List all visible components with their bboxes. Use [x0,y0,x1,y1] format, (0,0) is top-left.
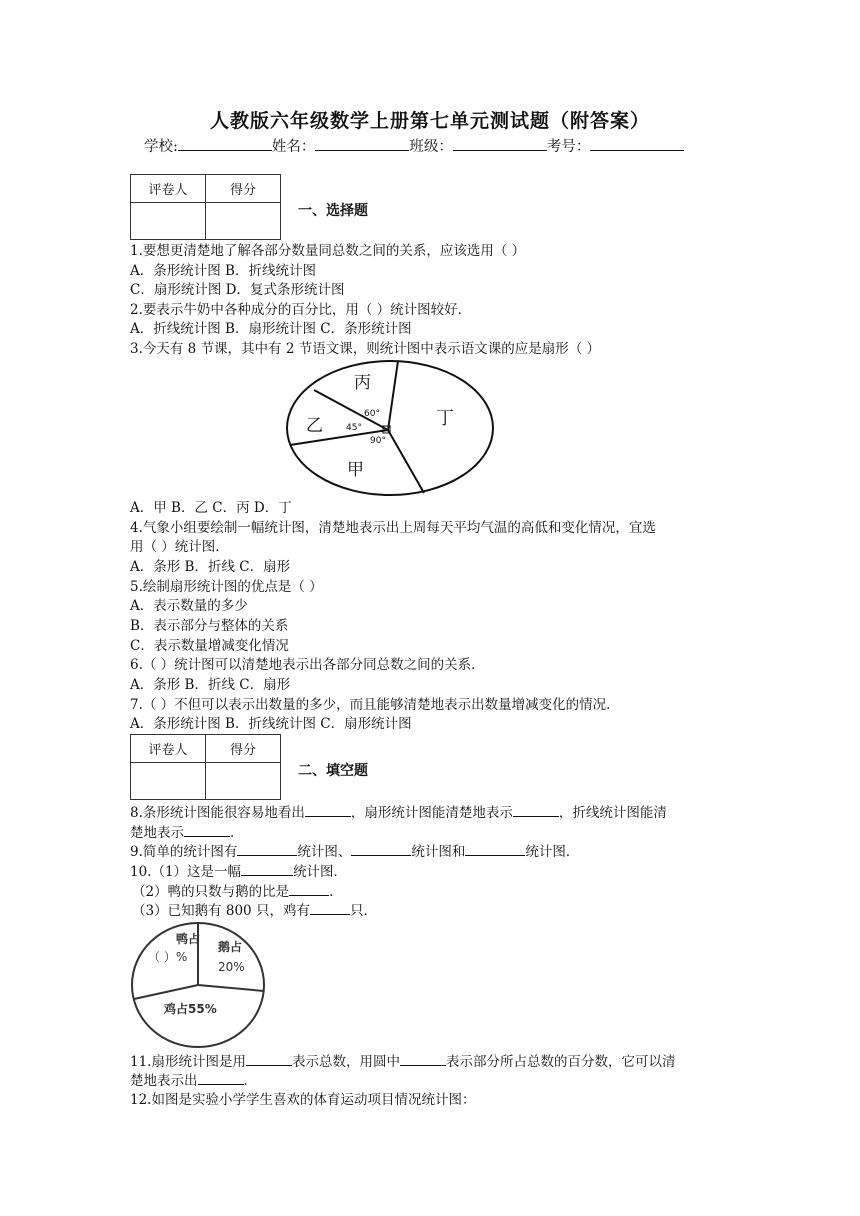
q1-options-cd: C．扇形统计图 D．复式条形统计图 [130,282,345,298]
q7-options: A．条形统计图 B．折线统计图 C．扇形统计图 [130,716,412,732]
q10-text-2a: （2）鸭的只数与鹅的比是 [132,884,290,900]
grader-cell[interactable] [131,763,206,800]
q11-text-4: 楚地表示出 [130,1073,198,1089]
student-info-line [144,135,684,156]
q7-stem: 7.（ ）不但可以表示出数量的多少，而且能够清楚地表示出数量增减变化的情况． [130,697,620,713]
class-label: 班级： [409,139,453,155]
exam-no-blank[interactable] [590,136,684,151]
q10-blank-1[interactable] [241,862,293,876]
q5-stem: 5.绘制扇形统计图的优点是（ ） [130,579,323,595]
q10-text-1b: 统计图． [293,864,348,880]
score-cell[interactable] [206,203,281,240]
q6-options: A．条形 B．折线 C．扇形 [130,677,291,693]
q12-stem: 12.如图是实验小学学生喜欢的体育运动项目情况统计图： [130,1092,476,1108]
q10-text-3a: （3）已知鹅有 800 只，鸡有 [132,903,310,919]
duck-label: 鸭占 [176,932,201,946]
q9-text-3: 统计图和 [411,844,466,860]
q5-option-c: C．表示数量增减变化情况 [130,638,289,654]
q4-stem: 4.气象小组要绘制一幅统计图，清楚地表示出上周每天平均气温的高低和变化情况，宜选 [130,520,656,536]
grader-header: 评卷人 [131,735,206,763]
goose-label: 鹅占 [218,940,243,954]
q1-options-ab: A．条形统计图 B．折线统计图 [130,263,316,279]
q3-pie-chart [284,358,496,498]
q9-text-1: 9.简单的统计图有 [130,844,238,860]
chicken-label: 鸡占55% [164,1002,217,1016]
q3-stem: 3.今天有 8 节课，其中有 2 节语文课，则统计图中表示语文课的应是扇形（ ） [130,341,601,357]
q8-line-2 [130,823,244,843]
q5-option-b: B．表示部分与整体的关系 [130,618,289,634]
q10-text-3b: 只． [349,903,377,919]
q4-options: A．条形 B．折线 C．扇形 [130,559,291,575]
q6-stem: 6.（ ）统计图可以清楚地表示出各部分同总数之间的关系． [130,657,485,673]
angle-90-label: 90° [370,436,386,446]
score-table-1 [130,174,281,240]
angle-45-label: 45° [346,423,362,433]
exam-no-label: 考号： [546,139,591,155]
score-cell[interactable] [206,763,281,800]
q10-text-1a: 10.（1）这是一幅 [130,864,242,880]
sector-ding-label: 丁 [436,408,454,429]
q10-pie-divider-left [134,985,198,999]
q9-line [130,842,579,862]
q11-text-3: 表示部分所占总数的百分数，它可以清 [445,1054,676,1070]
q9-blank-2[interactable] [351,842,411,856]
grader-cell[interactable] [131,203,206,240]
school-label: 学校: [144,139,178,155]
sector-yi-label: 乙 [306,416,323,436]
q9-blank-3[interactable] [465,842,525,856]
section-heading-choice: 一、选择题 [298,203,368,219]
section-heading-fill: 二、填空题 [298,763,368,779]
q8-text-3: ，折线统计图能清 [558,805,667,821]
q2-options: A．折线统计图 B．扇形统计图 C．条形统计图 [130,321,412,337]
q10-part-1 [130,862,347,882]
score-table-2 [130,734,281,800]
q10-part-2 [132,882,343,902]
q8-text-2: ，扇形统计图能清楚地表示 [350,805,513,821]
duck-percent-blank: （ ）% [148,950,188,964]
q3-pie-divider-top [388,361,398,430]
q10-pie-divider-right [198,985,264,991]
sector-bing-label: 丙 [354,373,371,393]
name-label: 姓名： [271,139,316,155]
q11-text-5: ． [243,1073,257,1089]
score-header: 得分 [206,175,281,203]
q11-line-1 [130,1052,675,1072]
goose-percent: 20% [218,960,245,974]
q5-option-a: A．表示数量的多少 [130,598,248,614]
page-title: 人教版六年级数学上册第七单元测试题（附答案） [209,110,650,132]
q8-blank-1[interactable] [305,803,351,817]
q8-blank-2[interactable] [513,803,559,817]
q3-options: A．甲 B．乙 C．丙 D．丁 [130,500,292,516]
q11-blank-3[interactable] [198,1071,244,1085]
q11-line-2 [130,1071,257,1091]
q4-stem-cont: 用（ ）统计图． [130,539,229,555]
score-header: 得分 [206,735,281,763]
sector-jia-label: 甲 [347,460,364,480]
grader-header: 评卷人 [131,175,206,203]
q9-text-2: 统计图、 [297,844,352,860]
q10-blank-3[interactable] [310,901,350,915]
school-blank[interactable] [178,136,272,151]
q8-blank-3[interactable] [184,823,230,837]
q11-text-1: 11.扇形统计图是用 [130,1054,246,1070]
q9-text-4: 统计图． [525,844,580,860]
name-blank[interactable] [315,136,409,151]
q11-blank-2[interactable] [400,1052,446,1066]
q11-blank-1[interactable] [246,1052,292,1066]
class-blank[interactable] [453,136,547,151]
q8-text-5: ． [230,825,244,841]
q10-part-3 [132,901,377,921]
angle-60-label: 60° [364,409,380,419]
q10-blank-2[interactable] [289,882,329,896]
q3-pie-divider-bottom [388,430,424,493]
q10-pie-chart [130,921,270,1051]
q8-text-4: 楚地表示 [130,825,184,841]
q8-text-1: 8.条形统计图能很容易地看出 [130,805,305,821]
q10-text-2b: ． [329,884,343,900]
q9-blank-1[interactable] [237,842,297,856]
q2-stem: 2.要表示牛奶中各种成分的百分比，用（ ）统计图较好． [130,302,472,318]
q8-line-1 [130,803,667,823]
q1-stem: 1.要想更清楚地了解各部分数量同总数之间的关系，应该选用（ ） [130,243,526,259]
q11-text-2: 表示总数，用圆中 [291,1054,400,1070]
